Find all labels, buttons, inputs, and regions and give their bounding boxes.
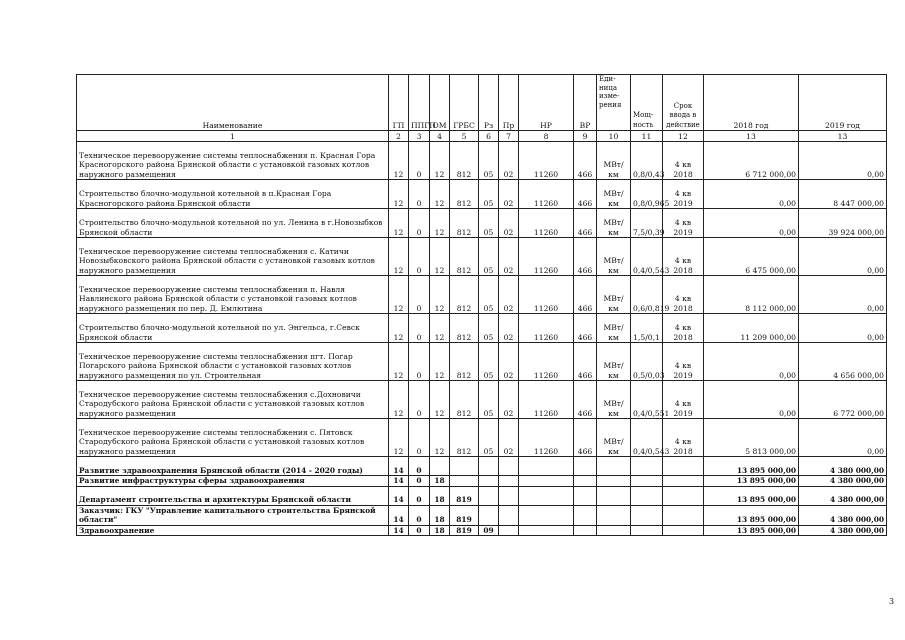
cell-unit: МВт/км	[597, 419, 631, 457]
cell-unit: МВт/км	[597, 314, 631, 343]
table-row	[77, 209, 887, 238]
summary-cell-gp: 14	[389, 457, 409, 476]
cell-rz: 05	[479, 314, 499, 343]
cell-vr: 466	[574, 142, 597, 180]
cell-om: 12	[430, 343, 450, 381]
summary-empty-cell	[597, 525, 631, 536]
cell-y2018: 5 813 000,00	[704, 419, 799, 457]
summary-empty-cell	[574, 486, 597, 505]
summary-cell-rz	[479, 457, 499, 476]
summary-empty-cell	[597, 505, 631, 525]
table-row	[77, 419, 887, 457]
header-term: Срок ввода в действие	[663, 75, 704, 131]
cell-gp: 12	[389, 209, 409, 238]
cell-rz: 05	[479, 180, 499, 209]
cell-y2018: 6 712 000,00	[704, 142, 799, 180]
cell-y2019: 6 772 000,00	[799, 381, 887, 419]
row-name: Строительство блочно-модульной котельной по ул. Ленина в г.Новозыбков Брянской области	[77, 209, 389, 238]
summary-empty-cell	[597, 476, 631, 487]
cell-gp: 12	[389, 142, 409, 180]
cell-gp: 12	[389, 238, 409, 276]
summary-cell-y2019: 4 380 000,00	[799, 486, 887, 505]
cell-y2019: 39 924 000,00	[799, 209, 887, 238]
column-number: 11	[631, 131, 663, 142]
cell-rz: 05	[479, 343, 499, 381]
cell-grbs: 812	[450, 381, 479, 419]
cell-rz: 05	[479, 381, 499, 419]
summary-empty-cell	[574, 525, 597, 536]
cell-term: 4 кв 2019	[663, 209, 704, 238]
header-2019: 2019 год	[799, 75, 887, 131]
summary-empty-cell	[519, 476, 574, 487]
cell-term: 4 кв 2018	[663, 314, 704, 343]
summary-cell-om: 18	[430, 525, 450, 536]
header-2018: 2018 год	[704, 75, 799, 131]
summary-cell-ppgp: 0	[409, 476, 430, 487]
summary-cell-ppgp: 0	[409, 457, 430, 476]
column-number: 5	[450, 131, 479, 142]
cell-om: 12	[430, 238, 450, 276]
summary-empty-cell	[574, 476, 597, 487]
cell-om: 12	[430, 180, 450, 209]
cell-y2019: 8 447 000,00	[799, 180, 887, 209]
summary-cell-om	[430, 457, 450, 476]
cell-unit: МВт/км	[597, 238, 631, 276]
table-row	[77, 276, 887, 314]
cell-pr: 02	[499, 276, 519, 314]
summary-cell-rz: 09	[479, 525, 499, 536]
summary-empty-cell	[499, 505, 519, 525]
cell-om: 12	[430, 381, 450, 419]
cell-power: 0,6/0,819	[631, 276, 663, 314]
summary-name: Развитие инфраструктуры сферы здравоохранения	[77, 476, 389, 487]
cell-om: 12	[430, 276, 450, 314]
cell-pr: 02	[499, 180, 519, 209]
cell-om: 12	[430, 314, 450, 343]
cell-om: 12	[430, 419, 450, 457]
cell-vr: 466	[574, 238, 597, 276]
cell-y2018: 6 475 000,00	[704, 238, 799, 276]
column-number: 4	[430, 131, 450, 142]
summary-cell-y2018: 13 895 000,00	[704, 486, 799, 505]
table-row	[77, 180, 887, 209]
summary-cell-om: 18	[430, 476, 450, 487]
summary-row	[77, 476, 887, 487]
header-grbs: ГРБС	[450, 75, 479, 131]
column-number: 8	[519, 131, 574, 142]
cell-power: 0,4/0,543	[631, 419, 663, 457]
header-rz: Рз	[479, 75, 499, 131]
cell-y2019: 4 656 000,00	[799, 343, 887, 381]
table-row	[77, 314, 887, 343]
summary-row	[77, 457, 887, 476]
table-row	[77, 238, 887, 276]
cell-gp: 12	[389, 343, 409, 381]
cell-rz: 05	[479, 276, 499, 314]
summary-name: Здравоохранение	[77, 525, 389, 536]
summary-empty-cell	[499, 525, 519, 536]
page-number: 3	[889, 597, 895, 606]
cell-pr: 02	[499, 238, 519, 276]
cell-y2019: 0,00	[799, 276, 887, 314]
summary-empty-cell	[499, 476, 519, 487]
summary-name: Развитие здравоохранения Брянской области (2014 - 2020 годы)	[77, 457, 389, 476]
summary-empty-cell	[597, 457, 631, 476]
cell-grbs: 812	[450, 314, 479, 343]
cell-grbs: 812	[450, 142, 479, 180]
cell-y2018: 0,00	[704, 209, 799, 238]
cell-pr: 02	[499, 209, 519, 238]
summary-empty-cell	[519, 486, 574, 505]
cell-vr: 466	[574, 381, 597, 419]
summary-empty-cell	[663, 457, 704, 476]
cell-ppgp: 0	[409, 209, 430, 238]
summary-cell-y2018: 13 895 000,00	[704, 476, 799, 487]
summary-cell-y2019: 4 380 000,00	[799, 476, 887, 487]
column-number: 13	[799, 131, 887, 142]
summary-cell-ppgp: 0	[409, 525, 430, 536]
cell-unit: МВт/км	[597, 381, 631, 419]
cell-vr: 466	[574, 276, 597, 314]
cell-nr: 11260	[519, 209, 574, 238]
cell-term: 4 кв 2018	[663, 276, 704, 314]
row-name: Техническое перевооружение системы теплоснабжения с. Катичи Новозыбковского района Брянской области с установкой газовых котлов наружного размещения	[77, 238, 389, 276]
cell-term: 4 кв 2019	[663, 180, 704, 209]
summary-cell-y2018: 13 895 000,00	[704, 525, 799, 536]
summary-empty-cell	[574, 505, 597, 525]
cell-power: 0,8/0,43	[631, 142, 663, 180]
cell-power: 0,5/0,03	[631, 343, 663, 381]
summary-cell-ppgp: 0	[409, 505, 430, 525]
column-number: 6	[479, 131, 499, 142]
summary-row	[77, 486, 887, 505]
header-nr: НР	[519, 75, 574, 131]
cell-y2018: 0,00	[704, 343, 799, 381]
summary-empty-cell	[663, 525, 704, 536]
cell-ppgp: 0	[409, 419, 430, 457]
cell-term: 4 кв 2019	[663, 343, 704, 381]
summary-cell-om: 18	[430, 486, 450, 505]
cell-ppgp: 0	[409, 343, 430, 381]
header-vr: ВР	[574, 75, 597, 131]
summary-empty-cell	[574, 457, 597, 476]
cell-grbs: 812	[450, 238, 479, 276]
column-number: 7	[499, 131, 519, 142]
summary-cell-grbs	[450, 476, 479, 487]
cell-nr: 11260	[519, 314, 574, 343]
summary-cell-gp: 14	[389, 505, 409, 525]
cell-term: 4 кв 2018	[663, 142, 704, 180]
cell-nr: 11260	[519, 381, 574, 419]
column-number: 3	[409, 131, 430, 142]
cell-pr: 02	[499, 314, 519, 343]
cell-pr: 02	[499, 343, 519, 381]
summary-name: Заказчик: ГКУ "Управление капитального строительства Брянской области"	[77, 505, 389, 525]
cell-pr: 02	[499, 419, 519, 457]
summary-empty-cell	[631, 476, 663, 487]
summary-cell-gp: 14	[389, 476, 409, 487]
cell-vr: 466	[574, 343, 597, 381]
cell-rz: 05	[479, 142, 499, 180]
header-ppgp: ППГП	[409, 75, 430, 131]
summary-cell-y2018: 13 895 000,00	[704, 505, 799, 525]
header-gp: ГП	[389, 75, 409, 131]
cell-nr: 11260	[519, 343, 574, 381]
summary-cell-rz	[479, 486, 499, 505]
cell-rz: 05	[479, 419, 499, 457]
summary-cell-y2019: 4 380 000,00	[799, 505, 887, 525]
cell-gp: 12	[389, 180, 409, 209]
cell-term: 4 кв 2019	[663, 381, 704, 419]
header-pr: Пр	[499, 75, 519, 131]
column-number: 9	[574, 131, 597, 142]
cell-y2019: 0,00	[799, 142, 887, 180]
cell-gp: 12	[389, 276, 409, 314]
summary-empty-cell	[663, 476, 704, 487]
cell-power: 0,4/0,543	[631, 238, 663, 276]
row-name: Техническое перевооружение системы теплоснабжения п. Красная Гора Красногорского района Брянской области с установкой газовых котлов наружного размещения	[77, 142, 389, 180]
cell-y2019: 0,00	[799, 238, 887, 276]
cell-grbs: 812	[450, 276, 479, 314]
cell-grbs: 812	[450, 209, 479, 238]
cell-ppgp: 0	[409, 314, 430, 343]
cell-vr: 466	[574, 419, 597, 457]
cell-ppgp: 0	[409, 381, 430, 419]
summary-cell-rz	[479, 505, 499, 525]
row-name: Строительство блочно-модульной котельной по ул. Энгельса, г.Севск Брянской области	[77, 314, 389, 343]
cell-unit: МВт/км	[597, 343, 631, 381]
summary-cell-grbs: 819	[450, 486, 479, 505]
summary-cell-om: 18	[430, 505, 450, 525]
summary-empty-cell	[519, 525, 574, 536]
summary-row	[77, 525, 887, 536]
row-name: Техническое перевооружение системы теплоснабжения п. Навля Навлинского района Брянской области с установкой газовых котлов наружного размещения по пер. Д. Емлютина	[77, 276, 389, 314]
cell-unit: МВт/км	[597, 180, 631, 209]
summary-empty-cell	[631, 486, 663, 505]
cell-unit: МВт/км	[597, 142, 631, 180]
cell-gp: 12	[389, 314, 409, 343]
summary-empty-cell	[597, 486, 631, 505]
column-number: 13	[704, 131, 799, 142]
cell-power: 0,8/0,965	[631, 180, 663, 209]
cell-term: 4 кв 2018	[663, 419, 704, 457]
cell-power: 7,5/0,39	[631, 209, 663, 238]
summary-cell-y2018: 13 895 000,00	[704, 457, 799, 476]
summary-cell-gp: 14	[389, 486, 409, 505]
cell-y2019: 0,00	[799, 419, 887, 457]
column-number: 2	[389, 131, 409, 142]
summary-name: Департамент строительства и архитектуры Брянской области	[77, 486, 389, 505]
summary-cell-grbs: 819	[450, 505, 479, 525]
cell-power: 0,4/0,551	[631, 381, 663, 419]
row-name: Строительство блочно-модульной котельной в п.Красная Гора Красногорского района Брянской области	[77, 180, 389, 209]
cell-grbs: 812	[450, 343, 479, 381]
header-name: Наименование	[77, 75, 389, 131]
cell-y2018: 8 112 000,00	[704, 276, 799, 314]
summary-empty-cell	[663, 486, 704, 505]
cell-om: 12	[430, 142, 450, 180]
cell-vr: 466	[574, 314, 597, 343]
table-row	[77, 142, 887, 180]
summary-empty-cell	[631, 505, 663, 525]
summary-empty-cell	[663, 505, 704, 525]
cell-y2018: 0,00	[704, 381, 799, 419]
header-om: ОМ	[430, 75, 450, 131]
cell-rz: 05	[479, 238, 499, 276]
summary-cell-gp: 14	[389, 525, 409, 536]
cell-pr: 02	[499, 142, 519, 180]
cell-gp: 12	[389, 381, 409, 419]
table-row	[77, 343, 887, 381]
column-number-row	[77, 131, 887, 142]
cell-vr: 466	[574, 180, 597, 209]
cell-nr: 11260	[519, 238, 574, 276]
column-number: 1	[77, 131, 389, 142]
cell-ppgp: 0	[409, 276, 430, 314]
summary-empty-cell	[631, 525, 663, 536]
summary-cell-rz	[479, 476, 499, 487]
cell-ppgp: 0	[409, 238, 430, 276]
column-number: 10	[597, 131, 631, 142]
header-row	[77, 75, 887, 131]
cell-y2018: 11 209 000,00	[704, 314, 799, 343]
summary-cell-grbs	[450, 457, 479, 476]
summary-row	[77, 505, 887, 525]
cell-y2018: 0,00	[704, 180, 799, 209]
cell-vr: 466	[574, 209, 597, 238]
column-number: 12	[663, 131, 704, 142]
cell-rz: 05	[479, 209, 499, 238]
table-row	[77, 381, 887, 419]
cell-gp: 12	[389, 419, 409, 457]
cell-ppgp: 0	[409, 180, 430, 209]
cell-grbs: 812	[450, 180, 479, 209]
header-power: Мощ-ность	[631, 75, 663, 131]
summary-empty-cell	[631, 457, 663, 476]
cell-y2019: 0,00	[799, 314, 887, 343]
cell-nr: 11260	[519, 180, 574, 209]
summary-cell-grbs: 819	[450, 525, 479, 536]
cell-unit: МВт/км	[597, 276, 631, 314]
summary-empty-cell	[499, 457, 519, 476]
cell-power: 1,5/0,1	[631, 314, 663, 343]
cell-nr: 11260	[519, 142, 574, 180]
summary-cell-ppgp: 0	[409, 486, 430, 505]
summary-cell-y2019: 4 380 000,00	[799, 457, 887, 476]
cell-ppgp: 0	[409, 142, 430, 180]
summary-empty-cell	[519, 457, 574, 476]
cell-grbs: 812	[450, 419, 479, 457]
cell-nr: 11260	[519, 419, 574, 457]
summary-empty-cell	[499, 486, 519, 505]
cell-nr: 11260	[519, 276, 574, 314]
summary-empty-cell	[519, 505, 574, 525]
budget-table	[76, 74, 887, 536]
summary-cell-y2019: 4 380 000,00	[799, 525, 887, 536]
cell-pr: 02	[499, 381, 519, 419]
row-name: Техническое перевооружение системы теплоснабжения с.Дохновичи Стародубского района Брянской области с установкой газовых котлов наружного размещения	[77, 381, 389, 419]
cell-term: 4 кв 2018	[663, 238, 704, 276]
cell-om: 12	[430, 209, 450, 238]
row-name: Техническое перевооружение системы теплоснабжения с. Пятовск Стародубского района Брянской области с установкой газовых котлов наружного размещения	[77, 419, 389, 457]
cell-unit: МВт/км	[597, 209, 631, 238]
header-unit: Еди-ница изме-рения	[597, 75, 631, 131]
row-name: Техническое перевооружение системы теплоснабжения пгт. Погар Погарского района Брянской области с установкой газовых котлов наружного размещения по ул. Строительная	[77, 343, 389, 381]
